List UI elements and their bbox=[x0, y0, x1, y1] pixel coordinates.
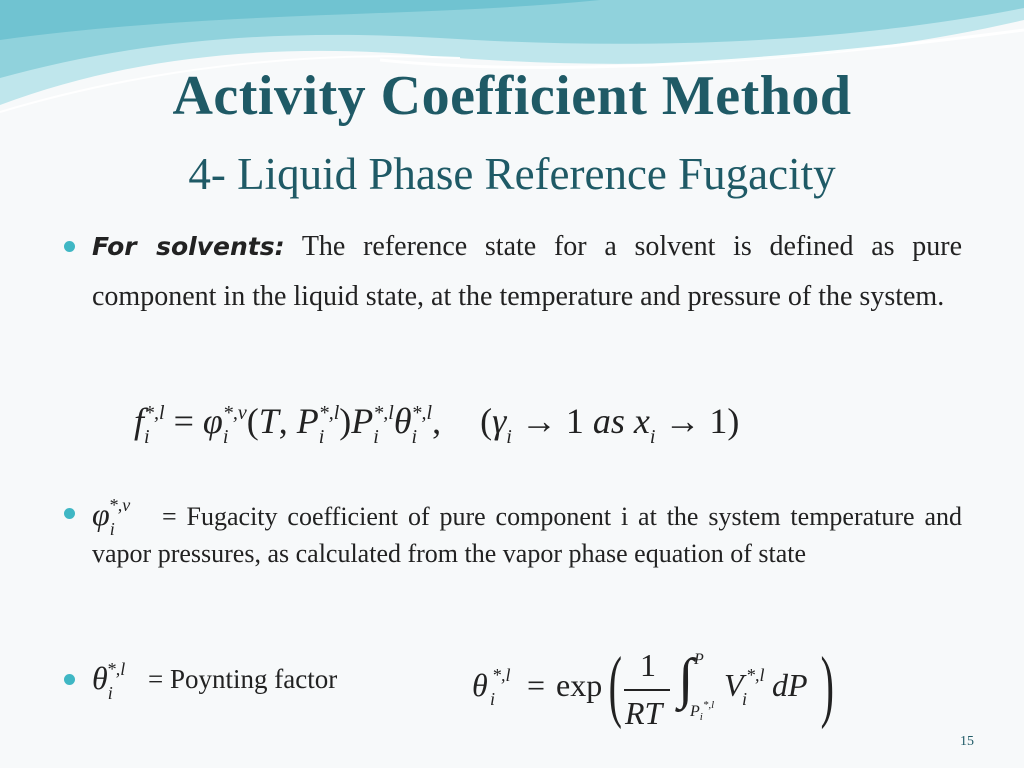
bullet-dot bbox=[64, 508, 75, 519]
solvents-paragraph bbox=[92, 222, 962, 322]
phi-definition: = Fugacity coefficient of pure component i at the system temperature and vapor pressures, as calculated from the vapor phase equation of state bbox=[92, 502, 962, 568]
bullet-dot bbox=[64, 241, 75, 252]
bullet-dot bbox=[64, 674, 75, 685]
theta-symbol: $\theta_i^{*,l}$ bbox=[92, 659, 126, 703]
poynting-equation: θ i *,l = exp ( 1 RT ∫ P $P_i^{*,l}$ V i *,l dP ) bbox=[472, 642, 834, 731]
reference-fugacity-equation: f *,l i = φ *,v i (T, P *,l i )P *,l i θ *,l i , ($\gamma_i \to 1$ as $x_i \to 1$) bbox=[134, 401, 740, 448]
page-number: 15 bbox=[960, 734, 974, 749]
solvents-text: The reference state for a solvent is defined as pure component in the liquid state, at the temperature and pressure of the system. bbox=[92, 231, 962, 312]
theta-definition: = Poynting factor bbox=[148, 664, 338, 694]
phi-symbol: $\varphi_i^{*,v}$ bbox=[92, 495, 131, 539]
slide-subtitle: 4- Liquid Phase Reference Fugacity bbox=[188, 149, 836, 199]
slide-title: Activity Coefficient Method bbox=[172, 65, 852, 127]
solvents-lead: For solvents: bbox=[92, 232, 285, 261]
